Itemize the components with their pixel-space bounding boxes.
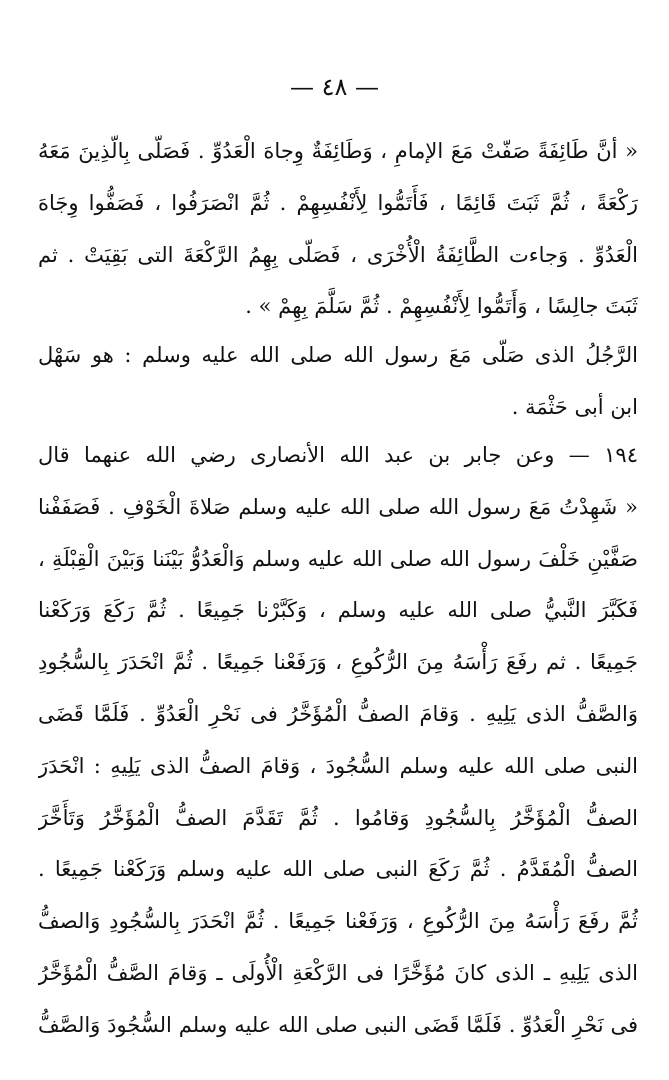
text-line: الصفُّ الْمُقَدَّمُ . ثُمَّ رَكَعَ النبى صلى الله عليه وسلم وَرَكَعْنا جَمِيعًا . (38, 857, 638, 882)
text-line: ثُمَّ رفَعَ رَأْسَهُ مِنَ الرُّكُوعِ ، وَرَفَعْنا جَمِيعًا . ثُمَّ انْحَدَرَ بِالسُّجُودِ وَالصفُّ (38, 909, 638, 934)
text-line: جَمِيعًا . ثم رفَعَ رَأْسَهُ مِنَ الرُّكُوعِ ، وَرَفَعْنا جَمِيعًا . ثُمَّ انْحَدَرَ بِالسُّجُودِ (38, 650, 638, 675)
text-line: فى نَحْرِ الْعَدُوِّ . فَلَمَّا قَضَى النبى صلى الله عليه وسلم السُّجُودَ وَالصَّفُّ (38, 1012, 638, 1037)
text-line: الذى يَلِيهِ ـ الذى كانَ مُؤَخَّرًا فى الرَّكْعَةِ الْأُولَى ـ وَقامَ الصَّفُّ الْمُؤَخَّرُ (38, 960, 638, 985)
text-line: النبى صلى الله عليه وسلم السُّجُودَ ، وَقامَ الصفُّ الذى يَلِيهِ : انْحَدَرَ (38, 753, 638, 778)
text-line: رَكْعَةً ، ثُمَّ ثَبَتَ قَائِمًا ، فَأَتَمُّوا لِأَنْفُسِهِمْ . ثُمَّ انْصَرَفُوا ، فَصَفُّوا وِجَاهَ (38, 190, 638, 215)
text-line: الْعَدُوِّ . وَجاءت الطَّائِفَةُ الْأُخْرَى ، فَصَلّى بِهِمُ الرَّكْعَةَ التى بَقِيَتْ . ثم (38, 242, 638, 267)
text-line: فَكَبَّرَ النَّبيُّ صلى الله عليه وسلم ، وَكَبَّرْنا جَمِيعًا . ثُمَّ رَكَعَ وَرَكَعْنا (38, 598, 638, 623)
text-line: ابن أبى حَثْمَة . (511, 394, 638, 419)
text-line: « أنَّ طَائِفَةً صَفّتْ مَعَ الإمامِ ، وَطَائِفَةٌ وِجاهَ الْعَدُوِّ . فَصَلّى بِالّذِينَ مَعَهُ (38, 139, 638, 163)
text-line: ثَبَتَ جالِسًا ، وَأَتَمُّوا لِأَنْفُسِهِمْ . ثُمَّ سَلَّمَ بِهِمْ » . (245, 294, 638, 319)
paragraph-note (38, 330, 638, 434)
text-line: « شَهِدْتُ مَعَ رسول الله صلى الله عليه وسلم صَلاةَ الْخَوْفِ . فَصَفَفْنا (38, 494, 638, 519)
text-line: ١٩٤ — وعن جابر بن عبد الله الأنصارى رضي الله عنهما قال (38, 443, 638, 467)
page-number: — ٤٨ — (289, 73, 380, 101)
text-line: الرَّجُلُ الذى صَلّى مَعَ رسول الله صلى الله عليه وسلم : هو سَهْل (38, 343, 638, 367)
paragraph-hadith-194 (38, 430, 638, 1052)
paragraph-hadith-text (38, 126, 638, 333)
text-line: صَفَّيْنِ خَلْفَ رسول الله صلى الله عليه وسلم وَالْعَدُوُّ بَيْنَنا وَبَيْنَ الْقِبْلَةِ ، (38, 546, 638, 571)
text-line: الصفُّ الْمُؤَخَّرُ بِالسُّجُودِ وَقامُوا . ثُمَّ تَقَدَّمَ الصفُّ الْمُؤَخَّرُ وَتَأَخَّرَ (38, 805, 638, 830)
text-line: وَالصَّفُّ الذى يَلِيهِ . وَقامَ الصفُّ الْمُؤَخَّرُ فى نَحْرِ الْعَدُوِّ . فَلَمَّا قَضَى (38, 701, 638, 726)
